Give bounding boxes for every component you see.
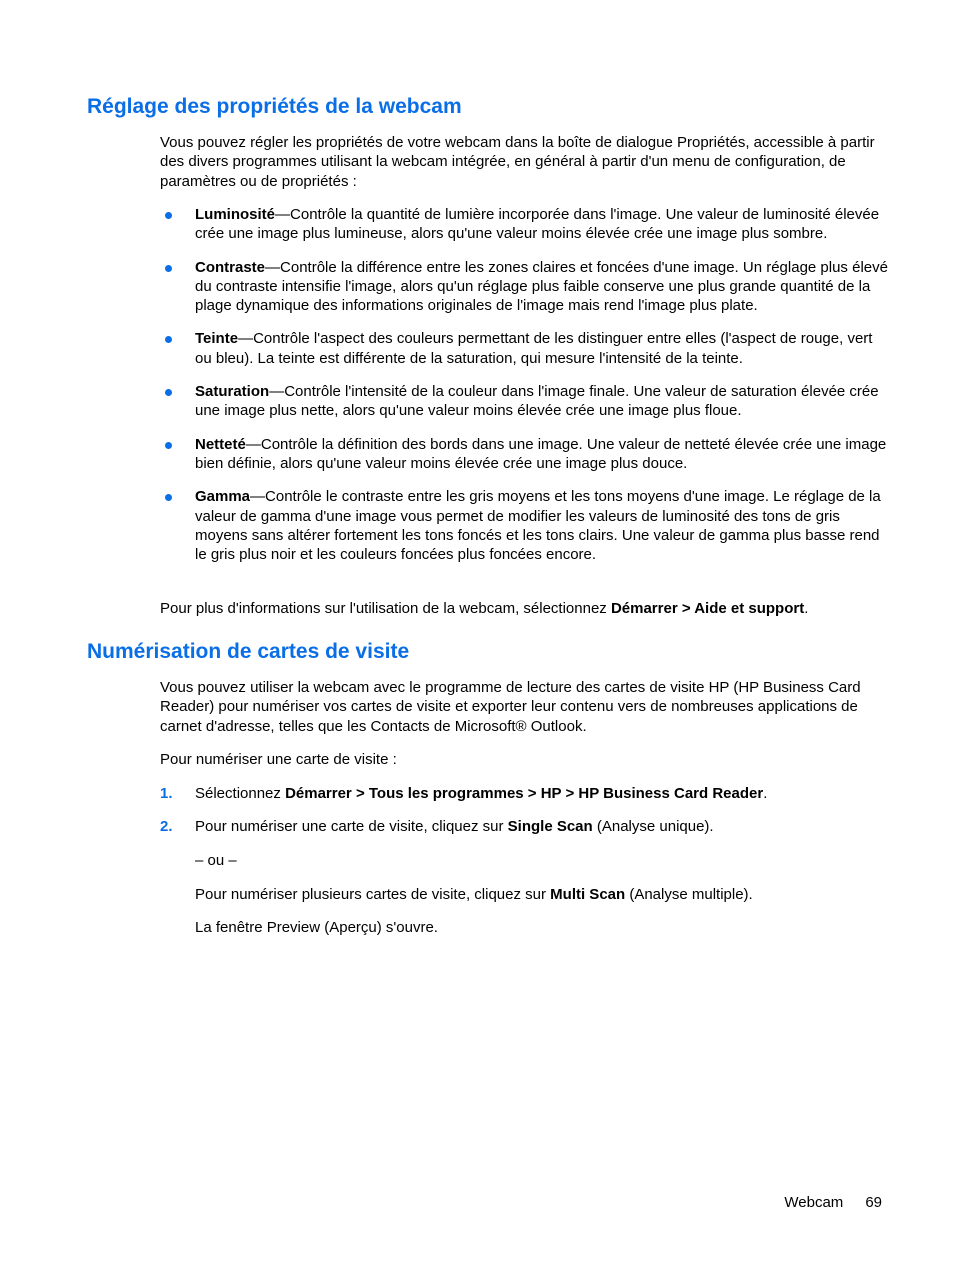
page-footer	[784, 1193, 882, 1212]
bullet-icon	[165, 336, 172, 343]
page-number: 69	[865, 1194, 882, 1211]
step-suffix: .	[763, 785, 768, 802]
term-label: Contraste	[195, 258, 266, 276]
support-paragraph	[160, 599, 890, 618]
term-label: Luminosité	[195, 206, 276, 223]
term-description: —Contrôle la différence entre les zones claires et foncées d'une image. Un réglage plus élevé du contraste intensifie l'image, alors qu'un réglage plus faible conserve une plus grande quantité de la plage dynamique des informations originales de l'image mais rend l'image plus plate.	[195, 258, 888, 315]
step-1	[160, 784, 890, 803]
preview-paragraph: La fenêtre Preview (Aperçu) s'ouvre.	[195, 919, 438, 936]
term-description: —Contrôle l'aspect des couleurs permettant de les distinguer entre elles (l'aspect de rouge, vert ou bleu). La teinte est différente de la saturation, qui mesure l'intensité de la teinte.	[195, 330, 873, 367]
support-menu-path: Démarrer > Aide et support	[610, 600, 805, 617]
list-item	[160, 435, 890, 474]
section-heading-business-cards: Numérisation de cartes de visite	[87, 640, 410, 663]
term-description: —Contrôle l'intensité de la couleur dans l'image finale. Une valeur de saturation élevée crée une image plus nette, alors qu'une valeur moins élevée crée une image plus floue.	[195, 383, 879, 420]
term-label: Saturation	[195, 383, 270, 401]
multi-scan-text: Pour numériser plusieurs cartes de visite, cliquez sur	[195, 886, 551, 903]
bullet-icon	[165, 265, 172, 272]
multi-scan-label: Multi Scan	[550, 886, 626, 903]
list-item	[160, 487, 890, 564]
term-label: Teinte	[195, 330, 239, 348]
bullet-icon	[165, 494, 172, 501]
step-text: Sélectionnez	[195, 785, 286, 802]
bullet-icon	[165, 442, 172, 449]
list-item	[160, 329, 890, 368]
properties-list	[160, 205, 890, 564]
term-label: Gamma	[195, 488, 251, 506]
step-text: Pour numériser une carte de visite, cliquez sur	[195, 818, 508, 835]
support-text: Pour plus d'informations sur l'utilisation de la webcam, sélectionnez	[160, 600, 611, 617]
multi-scan-paragraph	[195, 885, 890, 904]
single-scan-label: Single Scan	[507, 818, 593, 835]
multi-scan-suffix: (Analyse multiple).	[625, 886, 753, 903]
step-suffix: (Analyse unique).	[592, 818, 714, 835]
list-item	[160, 382, 890, 421]
step-menu-path: Démarrer > Tous les programmes > HP > HP Business Card Reader	[285, 785, 764, 802]
section-heading-webcam-properties: Réglage des propriétés de la webcam	[87, 95, 462, 118]
bullet-icon	[165, 389, 172, 396]
business-card-intro: Vous pouvez utiliser la webcam avec le programme de lecture des cartes de visite HP (HP Business Card Reader) pour numériser vos cartes de visite et exporter leur contenu vers de nombreuses applications de carnet d'adresse, telles que les Contacts de Microsoft® Outlook.	[160, 679, 861, 735]
procedure-lead: Pour numériser une carte de visite :	[160, 751, 397, 768]
step-number: 2.	[160, 818, 173, 835]
intro-paragraph: Vous pouvez régler les propriétés de votre webcam dans la boîte de dialogue Propriétés, accessible à partir des divers programmes utilisant la webcam intégrée, en général à partir d'un menu de configuration, de paramètres ou de propriétés :	[160, 134, 875, 190]
term-label: Netteté	[195, 435, 246, 453]
list-item	[160, 258, 890, 316]
step-number: 1.	[160, 785, 173, 802]
term-description: —Contrôle la quantité de lumière incorporée dans l'image. Une valeur de luminosité élevée crée une image plus lumineuse, alors qu'une valeur moins élevée crée une image plus sombre.	[195, 206, 880, 243]
or-separator: – ou –	[195, 852, 237, 869]
list-item	[160, 205, 890, 244]
support-suffix: .	[804, 600, 809, 617]
bullet-icon	[165, 212, 172, 219]
term-description: —Contrôle la définition des bords dans une image. Une valeur de netteté élevée crée une image bien définie, alors qu'une valeur moins élevée crée une image plus douce.	[195, 435, 887, 472]
step-2	[160, 817, 890, 836]
term-description: —Contrôle le contraste entre les gris moyens et les tons moyens d'une image. Le réglage de la valeur de gamma d'une image vous permet de modifier les valeurs de luminosité des tons de gris moyens sans altérer fortement les tons foncés et les tons clairs. Une valeur de gamma plus basse rend le gris plus noir et les couleurs foncées plus foncées encore.	[195, 488, 881, 564]
footer-section-name: Webcam	[784, 1194, 844, 1211]
